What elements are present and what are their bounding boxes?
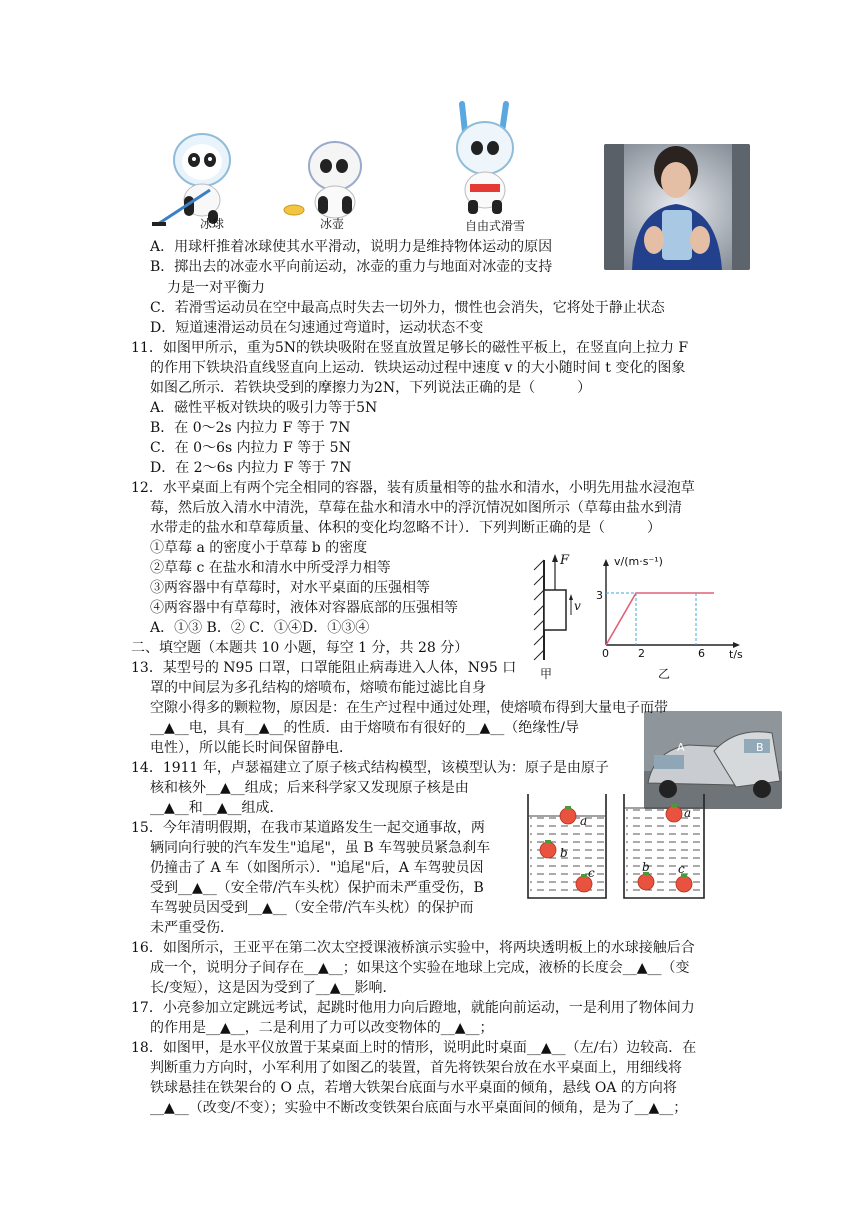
text-line-l34: 车驾驶员因受到__▲__（安全带/汽车头枕）的保护而 [150, 900, 474, 916]
text-line-l22: 13．某型号的 N95 口罩，口罩能阻止病毒进入人体，N95 口 [131, 660, 517, 676]
velocity-arrow-label: v [574, 599, 581, 613]
mascot-freestyle-ski [440, 100, 550, 218]
text-line-l37: 成一个，说明分子间存在__▲__；如果这个实验在地球上完成，液桥的长度会__▲__（变 [150, 960, 690, 976]
strawberry-c-label-1: c [588, 866, 595, 880]
text-line-l09: A．磁性平板对铁块的吸引力等于5N [150, 400, 378, 416]
text-line-l42: 判断重力方向时，小军利用了如图乙的装置，首先将铁架台放在水平桌面上，用细线将 [150, 1060, 682, 1076]
force-label: F [560, 553, 570, 568]
text-line-l13: 12．水平桌面上有两个完全相同的容器，装有质量相等的盐水和清水，小明先用盐水浸泡草 [131, 480, 695, 496]
text-line-l38: 长/变短），这是因为受到了__▲__影响． [150, 980, 397, 996]
x-tick-2: 2 [638, 647, 645, 660]
text-line-l02: B．掷出去的冰壶水平向前运动，冰壶的重力与地面对冰壶的支持 [150, 259, 553, 275]
strawberry-a-label-2: a [684, 806, 692, 820]
origin-label: 0 [602, 647, 609, 660]
text-line-l30: 15．今年清明假期，在我市某道路发生一起交通事故，两 [131, 820, 485, 836]
astronaut-photo [604, 144, 750, 270]
figure-11 [530, 545, 755, 685]
text-line-l15: 水带走的盐水和草莓质量、体积的变化均忽略不计）．下列判断正确的是（ ） [150, 520, 661, 536]
text-line-l26: 电性），所以能长时间保留静电． [150, 740, 353, 756]
mascot-caption-1: 冰球 [200, 217, 225, 231]
text-line-l32: 仍撞击了 A 车（如图所示）．"追尾"后，A 车驾驶员因 [150, 860, 484, 876]
text-line-l11: C．在 0～6s 内拉力 F 等于 5N [150, 440, 351, 456]
strawberry-b-label-1: b [560, 846, 568, 860]
strawberry-containers [524, 790, 714, 900]
y-axis-label: v/(m·s⁻¹) [614, 555, 663, 568]
strawberry-b-label-2: b [642, 860, 650, 874]
text-line-l14: 莓，然后放入清水中清洗，草莓在盐水和清水中的浮沉情况如图所示（草莓由盐水到清 [150, 500, 682, 516]
car-a-label: A [677, 741, 685, 754]
text-line-l08: 如图乙所示．若铁块受到的摩擦力为2N，下列说法正确的是（ ） [150, 380, 592, 396]
text-line-l25: __▲__电，具有__▲__的性质．由于熔喷布有很好的__▲__（绝缘性/导 [150, 720, 580, 736]
text-line-l17: ②草莓 c 在盐水和清水中所受浮力相等 [150, 560, 391, 576]
text-line-l31: 辆同向行驶的汽车发生"追尾"，虽 B 车驾驶员紧急刹车 [150, 840, 491, 856]
y-tick-3: 3 [596, 589, 603, 602]
text-line-l28: 核和核外__▲__组成；后来科学家又发现原子核是由 [150, 780, 469, 796]
text-line-l35: 未严重受伤． [150, 920, 234, 936]
text-line-l18: ③两容器中有草莓时，对水平桌面的压强相等 [150, 580, 430, 596]
text-line-l44: __▲__（改变/不变）；实验中不断改变铁架台底面与水平桌面间的倾角，是为了__▲__； [150, 1100, 688, 1116]
strawberry-a-label-1: a [580, 814, 588, 828]
x-tick-6: 6 [698, 647, 705, 660]
text-line-l24: 空隙小得多的颗粒物，原因是：在生产过程中通过处理，使熔喷布得到大量电子而带 [150, 700, 668, 716]
car-b-label: B [756, 741, 764, 754]
text-line-l01: A．用球杆推着冰球使其水平滑动，说明力是维持物体运动的原因 [150, 239, 553, 255]
text-line-l07: 的作用下铁块沿直线竖直向上运动．铁块运动过程中速度 v 的大小随时间 t 变化的图象 [150, 360, 686, 376]
text-line-l10: B．在 0～2s 内拉力 F 等于 7N [150, 420, 351, 436]
text-line-l29: __▲__和__▲__组成． [150, 800, 284, 816]
text-line-l36: 16．如图所示，王亚平在第二次太空授课液桥演示实验中，将两块透明板上的水球接触后合 [131, 940, 695, 956]
text-line-l23: 罩的中间层为多孔结构的熔喷布，熔喷布能过滤比自身 [150, 680, 486, 696]
text-line-l39: 17．小亮参加立定跳远考试，起跳时他用力向后蹬地，就能向前运动，一是利用了物体间力 [131, 1000, 695, 1016]
text-line-l27: 14．1911 年，卢瑟福建立了原子核式结构模型，该模型认为：原子是由原子 [131, 760, 609, 776]
x-axis-label: t/s [729, 648, 743, 661]
strawberry-c-label-2: c [678, 862, 685, 876]
velocity-series-line [606, 593, 714, 645]
text-line-l06: 11．如图甲所示，重为5N的铁块吸附在竖直放置足够长的磁性平板上，在竖直向上拉力 F [131, 340, 689, 356]
velocity-time-chart [606, 593, 714, 645]
text-line-l40: 的作用是__▲__，二是利用了力可以改变物体的__▲__； [150, 1020, 494, 1036]
caption-yi: 乙 [658, 667, 671, 681]
mascot-caption-3: 自由式滑雪 [465, 219, 526, 233]
text-line-l21: 二、填空题（本题共 10 小题，每空 1 分，共 28 分） [131, 640, 469, 656]
text-line-l33: 受到__▲__（安全带/汽车头枕）保护而未严重受伤，B [150, 880, 484, 896]
text-line-l03: 力是一对平衡力 [167, 280, 265, 296]
text-line-l43: 铁球悬挂在铁架台的 O 点，若增大铁架台底面与水平桌面的倾角，悬线 OA 的方向将 [150, 1080, 677, 1096]
text-line-l12: D．在 2～6s 内拉力 F 等于 7N [150, 460, 352, 476]
text-line-l41: 18．如图甲，是水平仪放置于某桌面上时的情形，说明此时桌面__▲__（左/右）边较高．在 [131, 1040, 697, 1056]
text-line-l19: ④两容器中有草莓时，液体对容器底部的压强相等 [150, 600, 458, 616]
text-line-l05: D．短道速滑运动员在匀速通过弯道时，运动状态不变 [150, 320, 484, 336]
mascot-caption-2: 冰壶 [320, 217, 345, 231]
text-line-l16: ①草莓 a 的密度小于草莓 b 的密度 [150, 540, 368, 556]
caption-jia: 甲 [540, 667, 553, 681]
text-line-l20: A．①③ B．② C．①④D．①③④ [150, 620, 370, 636]
text-line-l04: C．若滑雪运动员在空中最高点时失去一切外力，惯性也会消失，它将处于静止状态 [150, 300, 665, 316]
